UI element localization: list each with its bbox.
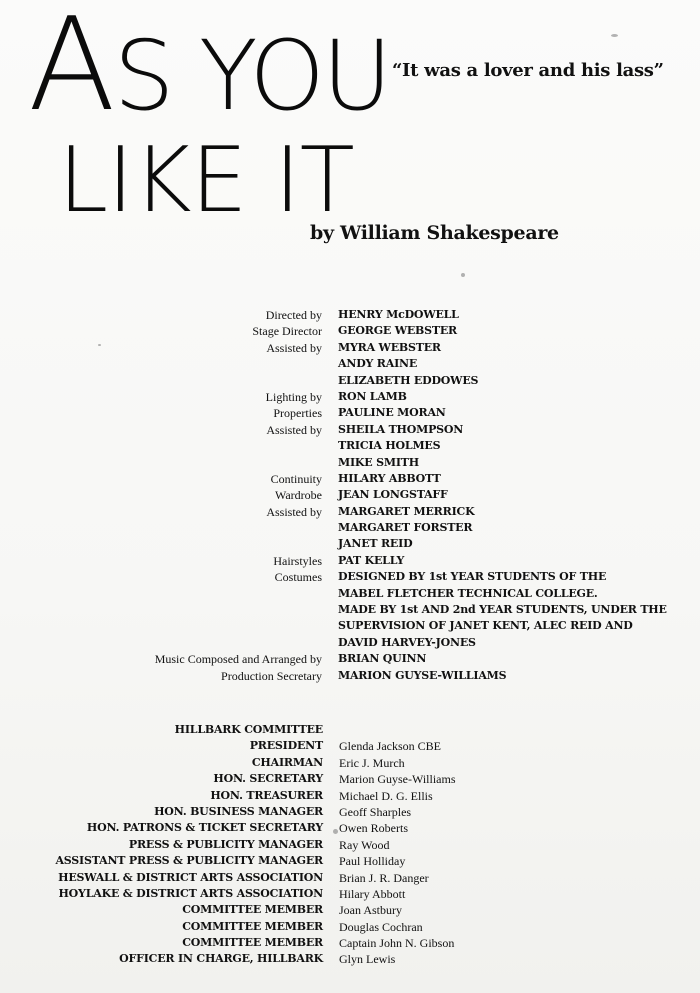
credit-row-name: MARION GUYSE-WILLIAMS <box>338 668 507 682</box>
committee-row-name: Owen Roberts <box>339 821 408 836</box>
committee-row-name: Michael D. G. Ellis <box>339 788 433 803</box>
credit-row-role: Assisted by <box>266 504 322 519</box>
credit-row-name: SUPERVISION OF JANET KENT, ALEC REID AND <box>338 619 633 633</box>
title-line-1-rest: S YOU <box>113 20 390 132</box>
credit-row-role: Wardrobe <box>274 488 322 503</box>
credit-row-role: Continuity <box>270 471 322 486</box>
credit-row-name: PAULINE MORAN <box>338 406 446 420</box>
credit-row <box>0 569 700 585</box>
committee-row-name: Paul Holliday <box>339 854 406 869</box>
committee-row <box>0 886 700 902</box>
credit-row <box>0 373 700 389</box>
credit-row <box>0 455 700 471</box>
credit-row <box>0 586 700 602</box>
credit-row <box>0 504 700 520</box>
credit-row <box>0 635 700 651</box>
committee-row <box>0 820 700 836</box>
song-quote: “It was a lover and his lass” <box>392 60 664 81</box>
credit-row-name: PAT KELLY <box>338 553 405 567</box>
credit-row-name: GEORGE WEBSTER <box>338 324 458 338</box>
committee-row <box>0 722 700 738</box>
paper-speck <box>611 34 618 37</box>
credit-row-name: RON LAMB <box>338 389 407 403</box>
committee-row-role: HESWALL & DISTRICT ARTS ASSOCIATION <box>58 870 323 884</box>
credit-row-role: Production Secretary <box>221 668 322 683</box>
committee-row-name: Hilary Abbott <box>339 886 406 901</box>
credit-row-role: Assisted by <box>266 422 322 437</box>
committee-row-role: HILLBARK COMMITTEE <box>174 723 323 736</box>
committee-row <box>0 738 700 754</box>
credit-row-name: ANDY RAINE <box>338 357 418 371</box>
credit-row <box>0 553 700 569</box>
credit-row <box>0 520 700 536</box>
committee-row-name: Brian J. R. Danger <box>339 870 429 885</box>
committee-row <box>0 755 700 771</box>
credit-row-role: Assisted by <box>266 340 322 355</box>
credit-row-name: DAVID HARVEY-JONES <box>338 635 476 649</box>
committee-row <box>0 837 700 853</box>
paper-speck <box>333 829 338 834</box>
credit-row-name: HENRY McDOWELL <box>338 308 459 321</box>
credit-row-role: Directed by <box>265 308 322 322</box>
committee-row-role: COMMITTEE MEMBER <box>182 919 323 933</box>
committee-row-role: CHAIRMAN <box>251 755 323 769</box>
credit-row-name: BRIAN QUINN <box>338 652 427 666</box>
committee-row <box>0 870 700 886</box>
credit-row-name: MADE BY 1st AND 2nd YEAR STUDENTS, UNDER THE <box>338 603 667 617</box>
committee-row-role: OFFICER IN CHARGE, HILLBARK <box>119 952 323 966</box>
credit-row-name: JEAN LONGSTAFF <box>338 488 448 502</box>
credit-row <box>0 668 700 684</box>
credit-row <box>0 356 700 372</box>
credit-row <box>0 618 700 634</box>
credit-row <box>0 340 700 356</box>
credit-row <box>0 651 700 667</box>
committee-row-role: HON. SECRETARY <box>213 772 323 786</box>
credit-row-name: TRICIA HOLMES <box>338 439 441 453</box>
credit-row <box>0 487 700 503</box>
hillbark-committee <box>0 722 700 968</box>
committee-row-role: ASSISTANT PRESS & PUBLICITY MANAGER <box>55 854 323 868</box>
credit-row-name: MABEL FLETCHER TECHNICAL COLLEGE. <box>338 586 598 600</box>
credit-row <box>0 307 700 323</box>
credit-row-name: ELIZABETH EDDOWES <box>338 373 479 387</box>
credit-row <box>0 536 700 552</box>
credit-row <box>0 323 700 339</box>
paper-speck <box>461 273 465 277</box>
credit-row-role: Music Composed and Arranged by <box>154 652 322 667</box>
credit-row-name: SHEILA THOMPSON <box>338 422 464 436</box>
committee-row-role: HON. BUSINESS MANAGER <box>154 804 323 818</box>
credit-row-name: MIKE SMITH <box>338 455 419 469</box>
credit-row-role: Stage Director <box>252 324 322 339</box>
committee-row-role: HON. TREASURER <box>210 788 323 802</box>
committee-row <box>0 804 700 820</box>
committee-row-name: Captain John N. Gibson <box>339 936 455 951</box>
credit-row-name: JANET REID <box>338 537 413 551</box>
credit-row-role: Costumes <box>274 570 322 585</box>
credit-row <box>0 602 700 618</box>
committee-row-role: PRESS & PUBLICITY MANAGER <box>128 837 323 851</box>
committee-row-name: Geoff Sharples <box>339 804 412 819</box>
credit-row <box>0 471 700 487</box>
committee-row-role: COMMITTEE MEMBER <box>182 903 323 917</box>
committee-row-name: Douglas Cochran <box>339 919 423 934</box>
credit-row <box>0 389 700 405</box>
committee-row-name: Glyn Lewis <box>339 952 396 967</box>
title-line-2: LIKE IT <box>58 128 354 233</box>
credit-row-name: HILARY ABBOTT <box>338 471 441 485</box>
credit-row-role: Lighting by <box>265 389 322 404</box>
committee-row <box>0 935 700 951</box>
credit-row-role: Hairstyles <box>273 553 322 568</box>
author-byline: by William Shakespeare <box>310 222 559 244</box>
committee-row <box>0 919 700 935</box>
title-line-1 <box>28 0 390 140</box>
committee-row-role: HON. PATRONS & TICKET SECRETARY <box>86 821 323 835</box>
committee-row-role: HOYLAKE & DISTRICT ARTS ASSOCIATION <box>58 886 323 900</box>
credit-row-name: MARGARET MERRICK <box>338 504 475 518</box>
committee-row-name: Ray Wood <box>339 837 390 852</box>
paper-speck <box>98 344 101 346</box>
committee-row-name: Glenda Jackson CBE <box>339 739 441 754</box>
credit-row-name: DESIGNED BY 1st YEAR STUDENTS OF THE <box>338 570 607 584</box>
committee-row <box>0 788 700 804</box>
committee-row <box>0 951 700 967</box>
committee-row-name: Joan Astbury <box>339 903 402 918</box>
credit-row-name: MARGARET FORSTER <box>338 521 473 535</box>
credit-row-name: MYRA WEBSTER <box>338 340 441 354</box>
committee-row-name: Marion Guyse-Williams <box>339 772 456 787</box>
committee-row-role: PRESIDENT <box>249 739 323 753</box>
committee-row-role: COMMITTEE MEMBER <box>182 936 323 950</box>
credit-row-role: Properties <box>273 406 322 421</box>
committee-row <box>0 771 700 787</box>
title-initial: A <box>28 0 114 140</box>
committee-row <box>0 902 700 918</box>
credit-row <box>0 438 700 454</box>
credit-row <box>0 422 700 438</box>
production-credits <box>0 307 700 684</box>
credit-row <box>0 405 700 421</box>
committee-row <box>0 853 700 869</box>
committee-row-name: Eric J. Murch <box>339 755 405 770</box>
